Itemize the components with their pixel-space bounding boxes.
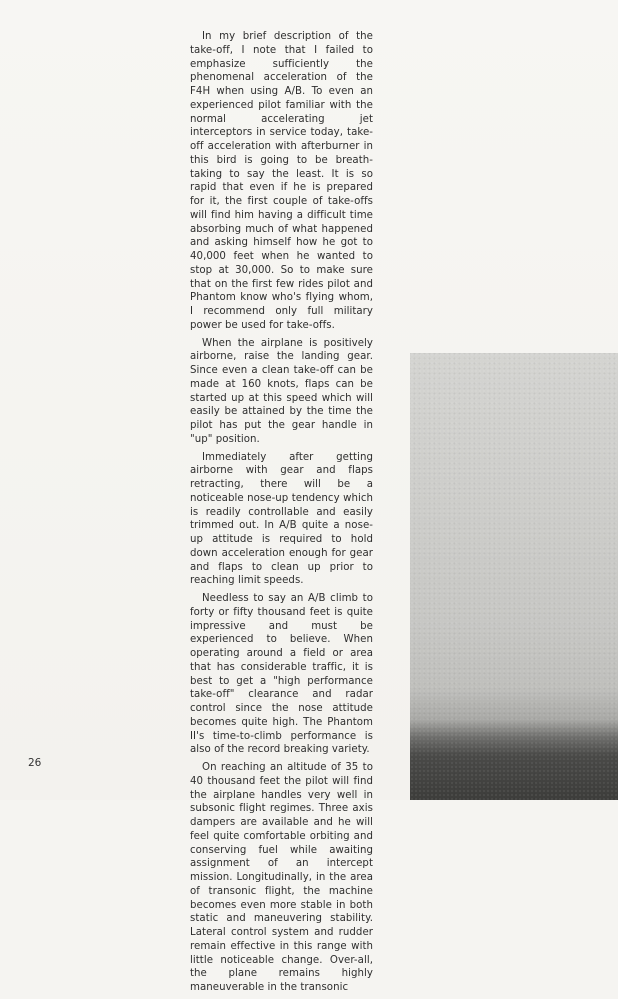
paragraph-takeoff-acceleration: In my brief description of the take-off, I note that I failed to emphasize sufficiently the phenomenal acceleration of the F4H when using A/B. To even an experienced pilot familiar with the normal accelerating jet interceptors in service today, take-off acceleration with afterburner in this bird is going to be breath-taking to say the least. It is so rapid that even if he is prepared for it, the first couple of take-offs will find him having a difficult time absorbing much of what happened and asking himself how he got to 40,000 feet when he wanted to stop at 30,000. So to make sure that on the first few rides pilot and Phantom know who's flying whom, I recommend only full military power be used for take-offs. bbox=[190, 31, 373, 331]
photo-grain-texture bbox=[410, 353, 618, 800]
article-body bbox=[190, 30, 373, 999]
aircraft-photo bbox=[410, 353, 618, 800]
paragraph-nose-up-tendency: Immediately after getting airborne with gear and flaps retracting, there will be a noticeable nose-up tendency which is readily controllable and easily trimmed out. In A/B quite a nose-up attitude is required to hold down acceleration enough for gear and flaps to clean up prior to reaching limit speeds. bbox=[190, 451, 373, 587]
paragraph-ab-climb: Needless to say an A/B climb to forty or fifty thousand feet is quite impressive and must be experienced to believe. When operating around a field or area that has considerable traffic, it is best to get a "high performance take-off" clearance and radar control since the nose attitude becomes quite high. The Phantom II's time-to-climb performance is also of the record breaking variety. bbox=[190, 593, 373, 756]
paragraph-altitude-handling: On reaching an altitude of 35 to 40 thousand feet the pilot will find the airplane handles very well in subsonic flight regimes. Three axis dampers are available and he will feel quite comfortable orbiting and conserving fuel while awaiting assignment of an intercept mission. Longitudinally, in the area of transonic flight, the machine becomes even more stable in both static and maneuvering stability. Lateral control system and rudder remain effective in this range with little noticeable change. Over-all, the plane remains highly maneuverable in the transonic bbox=[190, 762, 373, 993]
paragraph-landing-gear: When the airplane is positively airborne, raise the landing gear. Since even a clean take-off can be made at 160 knots, flaps can be started up at this speed which will easily be attained by the time the pilot has put the gear handle in "up" position. bbox=[190, 337, 373, 445]
page-number: 26 bbox=[28, 757, 42, 769]
